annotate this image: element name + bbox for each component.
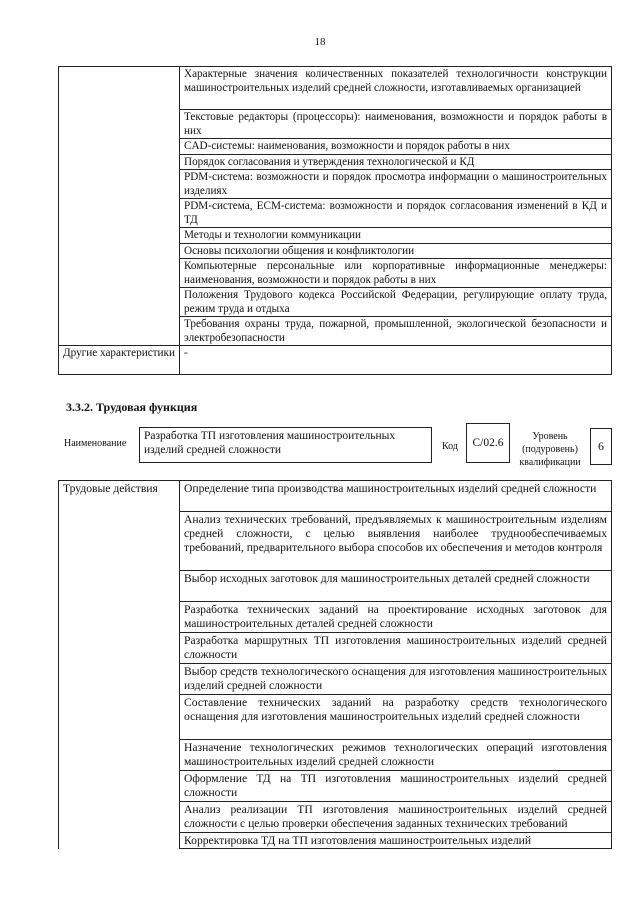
level-label: Уровень (подуровень) квалификации [519, 431, 581, 468]
page-number: 18 [314, 36, 326, 48]
labor-actions-label: Трудовые действия [59, 481, 180, 849]
table-row: Назначение технологических режимов технологических операций изготовления машиностроительных изделий средней сложности [180, 740, 612, 771]
table-row: Основы психологии общения и конфликтологии [180, 243, 612, 259]
labor-actions-table [58, 480, 612, 849]
table-row: Порядок согласования и утверждения технологической и КД [180, 154, 612, 170]
table-row: Составление технических заданий на разработку средств технологического оснащения для изготовления машиностроительных изделий средней сложности [180, 695, 612, 740]
table-row: Требования охраны труда, пожарной, промышленной, экологической безопасности и электробезопасности [180, 317, 612, 346]
empty-label-cell [59, 67, 180, 346]
table-row: Положения Трудового кодекса Российской Федерации, регулирующие оплату труда, режим труда и отдыха [180, 288, 612, 317]
section-title: 3.3.2. Трудовая функция [66, 400, 198, 414]
table-row: Выбор средств технологического оснащения для изготовления машиностроительных изделий средней сложности [180, 664, 612, 695]
table-row: Анализ технических требований, предъявляемых к машиностроительным изделиям средней сложности, с целью выявления наиболее труднообеспечиваемых требований, предварительного выбора способов их обеспечения и методов контроля [180, 512, 612, 571]
other-characteristics-label: Другие характеристики [59, 346, 180, 375]
table-row: Методы и технологии коммуникации [180, 228, 612, 244]
code-label: Код [442, 441, 458, 452]
table-row: PDM-система, ECM-система: возможности и порядок согласования изменений в КД и ТД [180, 199, 612, 228]
level-box: 6 [590, 428, 612, 465]
table-row: Компьютерные персональные или корпоративные информационные менеджеры: наименования, возможности и порядок работы в них [180, 259, 612, 288]
table-row: CAD-системы: наименования, возможности и порядок работы в них [180, 139, 612, 155]
table-row: Разработка маршрутных ТП изготовления машиностроительных изделий средней сложности [180, 633, 612, 664]
table-row: Корректировка ТД на ТП изготовления машиностроительных изделий [180, 833, 612, 849]
function-name-box: Разработка ТП изготовления машиностроительных изделий средней сложности [139, 427, 432, 463]
table-row: Анализ реализации ТП изготовления машиностроительных изделий средней сложности с целью проверки обеспечения заданных технических требований [180, 802, 612, 833]
table-row: PDM-система: возможности и порядок просмотра информации о машиностроительных изделиях [180, 170, 612, 199]
knowledge-table [58, 66, 612, 375]
table-row: Характерные значения количественных показателей технологичности конструкции машиностроительных изделий средней сложности, изготавливаемых организацией [180, 67, 612, 110]
table-row: Разработка технических заданий на проектирование исходных заготовок для машиностроительных деталей средней сложности [180, 602, 612, 633]
name-label: Наименование [64, 438, 127, 449]
table-row: Оформление ТД на ТП изготовления машиностроительных изделий средней сложности [180, 771, 612, 802]
table-row: Текстовые редакторы (процессоры): наименования, возможности и порядок работы в них [180, 110, 612, 139]
table-row: Выбор исходных заготовок для машиностроительных деталей средней сложности [180, 571, 612, 602]
other-characteristics-value: - [180, 346, 612, 375]
code-box: C/02.6 [466, 423, 510, 463]
table-row: Определение типа производства машиностроительных изделий средней сложности [180, 481, 612, 512]
